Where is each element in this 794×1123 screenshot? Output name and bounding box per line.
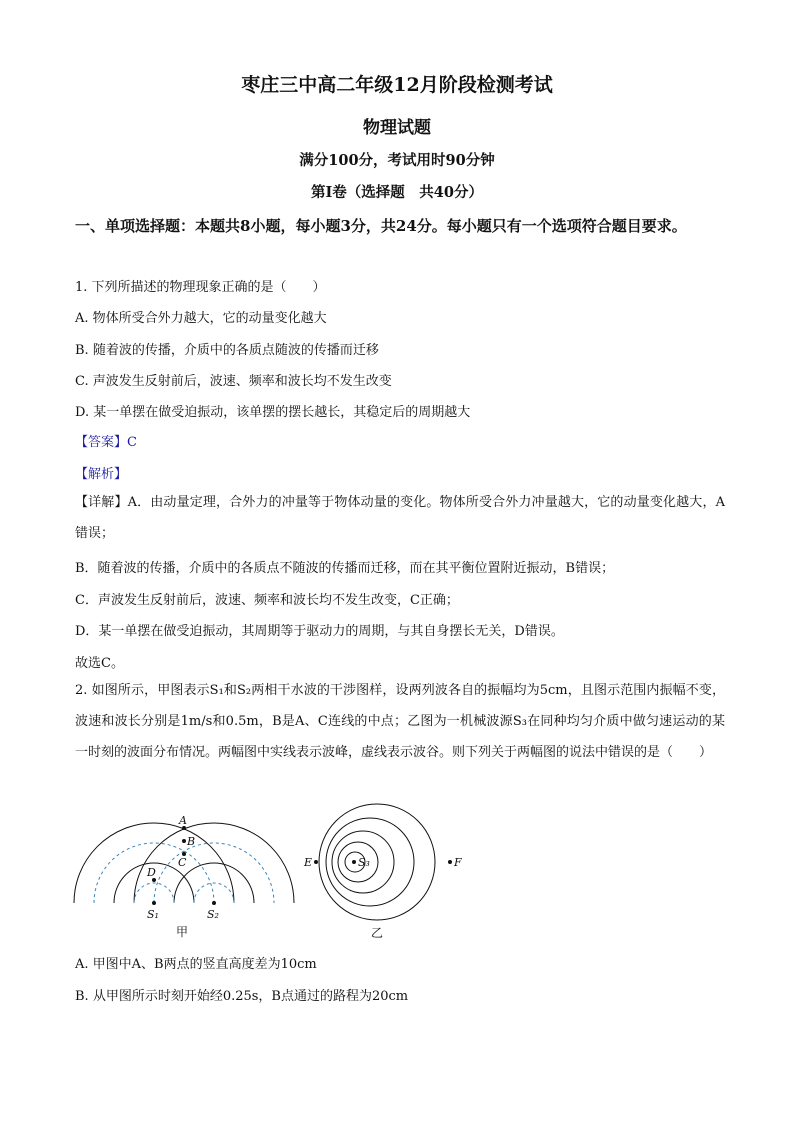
- label-c: C: [178, 856, 187, 869]
- label-f: F: [454, 856, 462, 869]
- q2-stem: 2. 如图所示，甲图表示S₁和S₂两相干水波的干涉图样，设两列波各自的振幅均为5cm，且图示范围内振幅不变，波速和波长分别是1m/s和0.5m，B是A、C连线的中点；乙图为一机械波源S₃在同种均匀介质中做匀速运动的某一时刻的波面分布情况。两幅图中实线表示波峰，虚线表示波谷。则下列关于两幅图的说法中错误的是（ ）: [75, 683, 725, 760]
- s1-trough-inner: [134, 883, 174, 903]
- point-e: [314, 860, 318, 864]
- q1-explanation-c: C．声波发生反射前后，波速、频率和波长均不发生改变，C正确；: [75, 593, 459, 608]
- q1-option-a: A. 物体所受合外力越大，它的动量变化越大: [75, 311, 327, 326]
- score-time: 满分100分，考试用时90分钟: [299, 152, 495, 169]
- wavefront-1: [319, 804, 435, 920]
- source-s2: [212, 901, 216, 905]
- caption-yi: 乙: [371, 926, 384, 940]
- part-title: 第Ⅰ卷（选择题 共40分）: [311, 184, 483, 201]
- point-f: [448, 860, 452, 864]
- q1-explanation-b: B．随着波的传播，介质中的各质点不随波的传播而迁移，而在其平衡位置附近振动，B错误；: [75, 561, 615, 576]
- subject-title: 物理试题: [363, 118, 431, 138]
- q2-option-a: A. 甲图中A、B两点的竖直高度差为10cm: [75, 957, 317, 972]
- q1-option-c: C. 声波发生反射前后，波速、频率和波长均不发生改变: [75, 374, 392, 389]
- source-s1: [152, 901, 156, 905]
- s2-trough-inner: [194, 883, 234, 903]
- label-s2: S₂: [207, 908, 219, 921]
- point-b: [182, 839, 186, 843]
- label-s3: S₃: [358, 856, 370, 869]
- label-a: A: [179, 814, 187, 827]
- label-e: E: [304, 856, 313, 869]
- q1-explanation-d: D．某一单摆在做受迫振动，其周期等于驱动力的周期，与其自身摆长无关，D错误。: [75, 624, 564, 639]
- q1-explanation-a: 【详解】A．由动量定理，合外力的冲量等于物体动量的变化。物体所受合外力冲量越大，它的动量变化越大，A错误；: [75, 495, 725, 541]
- q1-conclusion: 故选C。: [75, 656, 124, 671]
- source-s3: [352, 860, 356, 864]
- figure-jia: [70, 808, 313, 943]
- q2-option-b: B. 从甲图所示时刻开始经0.25s，B点通过的路程为20cm: [75, 989, 409, 1004]
- q1-answer: 【答案】C: [75, 435, 137, 450]
- label-b: B: [187, 835, 196, 848]
- q1-stem: 1. 下列所描述的物理现象正确的是（ ）: [75, 280, 326, 295]
- wavefront-2: [326, 818, 414, 906]
- q1-option-d: D. 某一单摆在做受迫振动，该单摆的摆长越长，其稳定后的周期越大: [75, 405, 471, 420]
- section-heading: 一、单项选择题：本题共8小题，每小题3分，共24分。每小题只有一个选项符合题目要求。: [75, 217, 687, 235]
- label-d: D: [147, 866, 156, 879]
- s2-trough-outer: [154, 843, 274, 903]
- figure-yi: [300, 800, 470, 945]
- caption-jia: 甲: [176, 925, 189, 939]
- q1-analysis-label: 【解析】: [75, 467, 128, 482]
- q1-option-b: B. 随着波的传播，介质中的各质点随波的传播而迁移: [75, 343, 379, 358]
- label-s1: S₁: [147, 908, 159, 921]
- exam-title: 枣庄三中高二年级12月阶段检测考试: [241, 74, 553, 96]
